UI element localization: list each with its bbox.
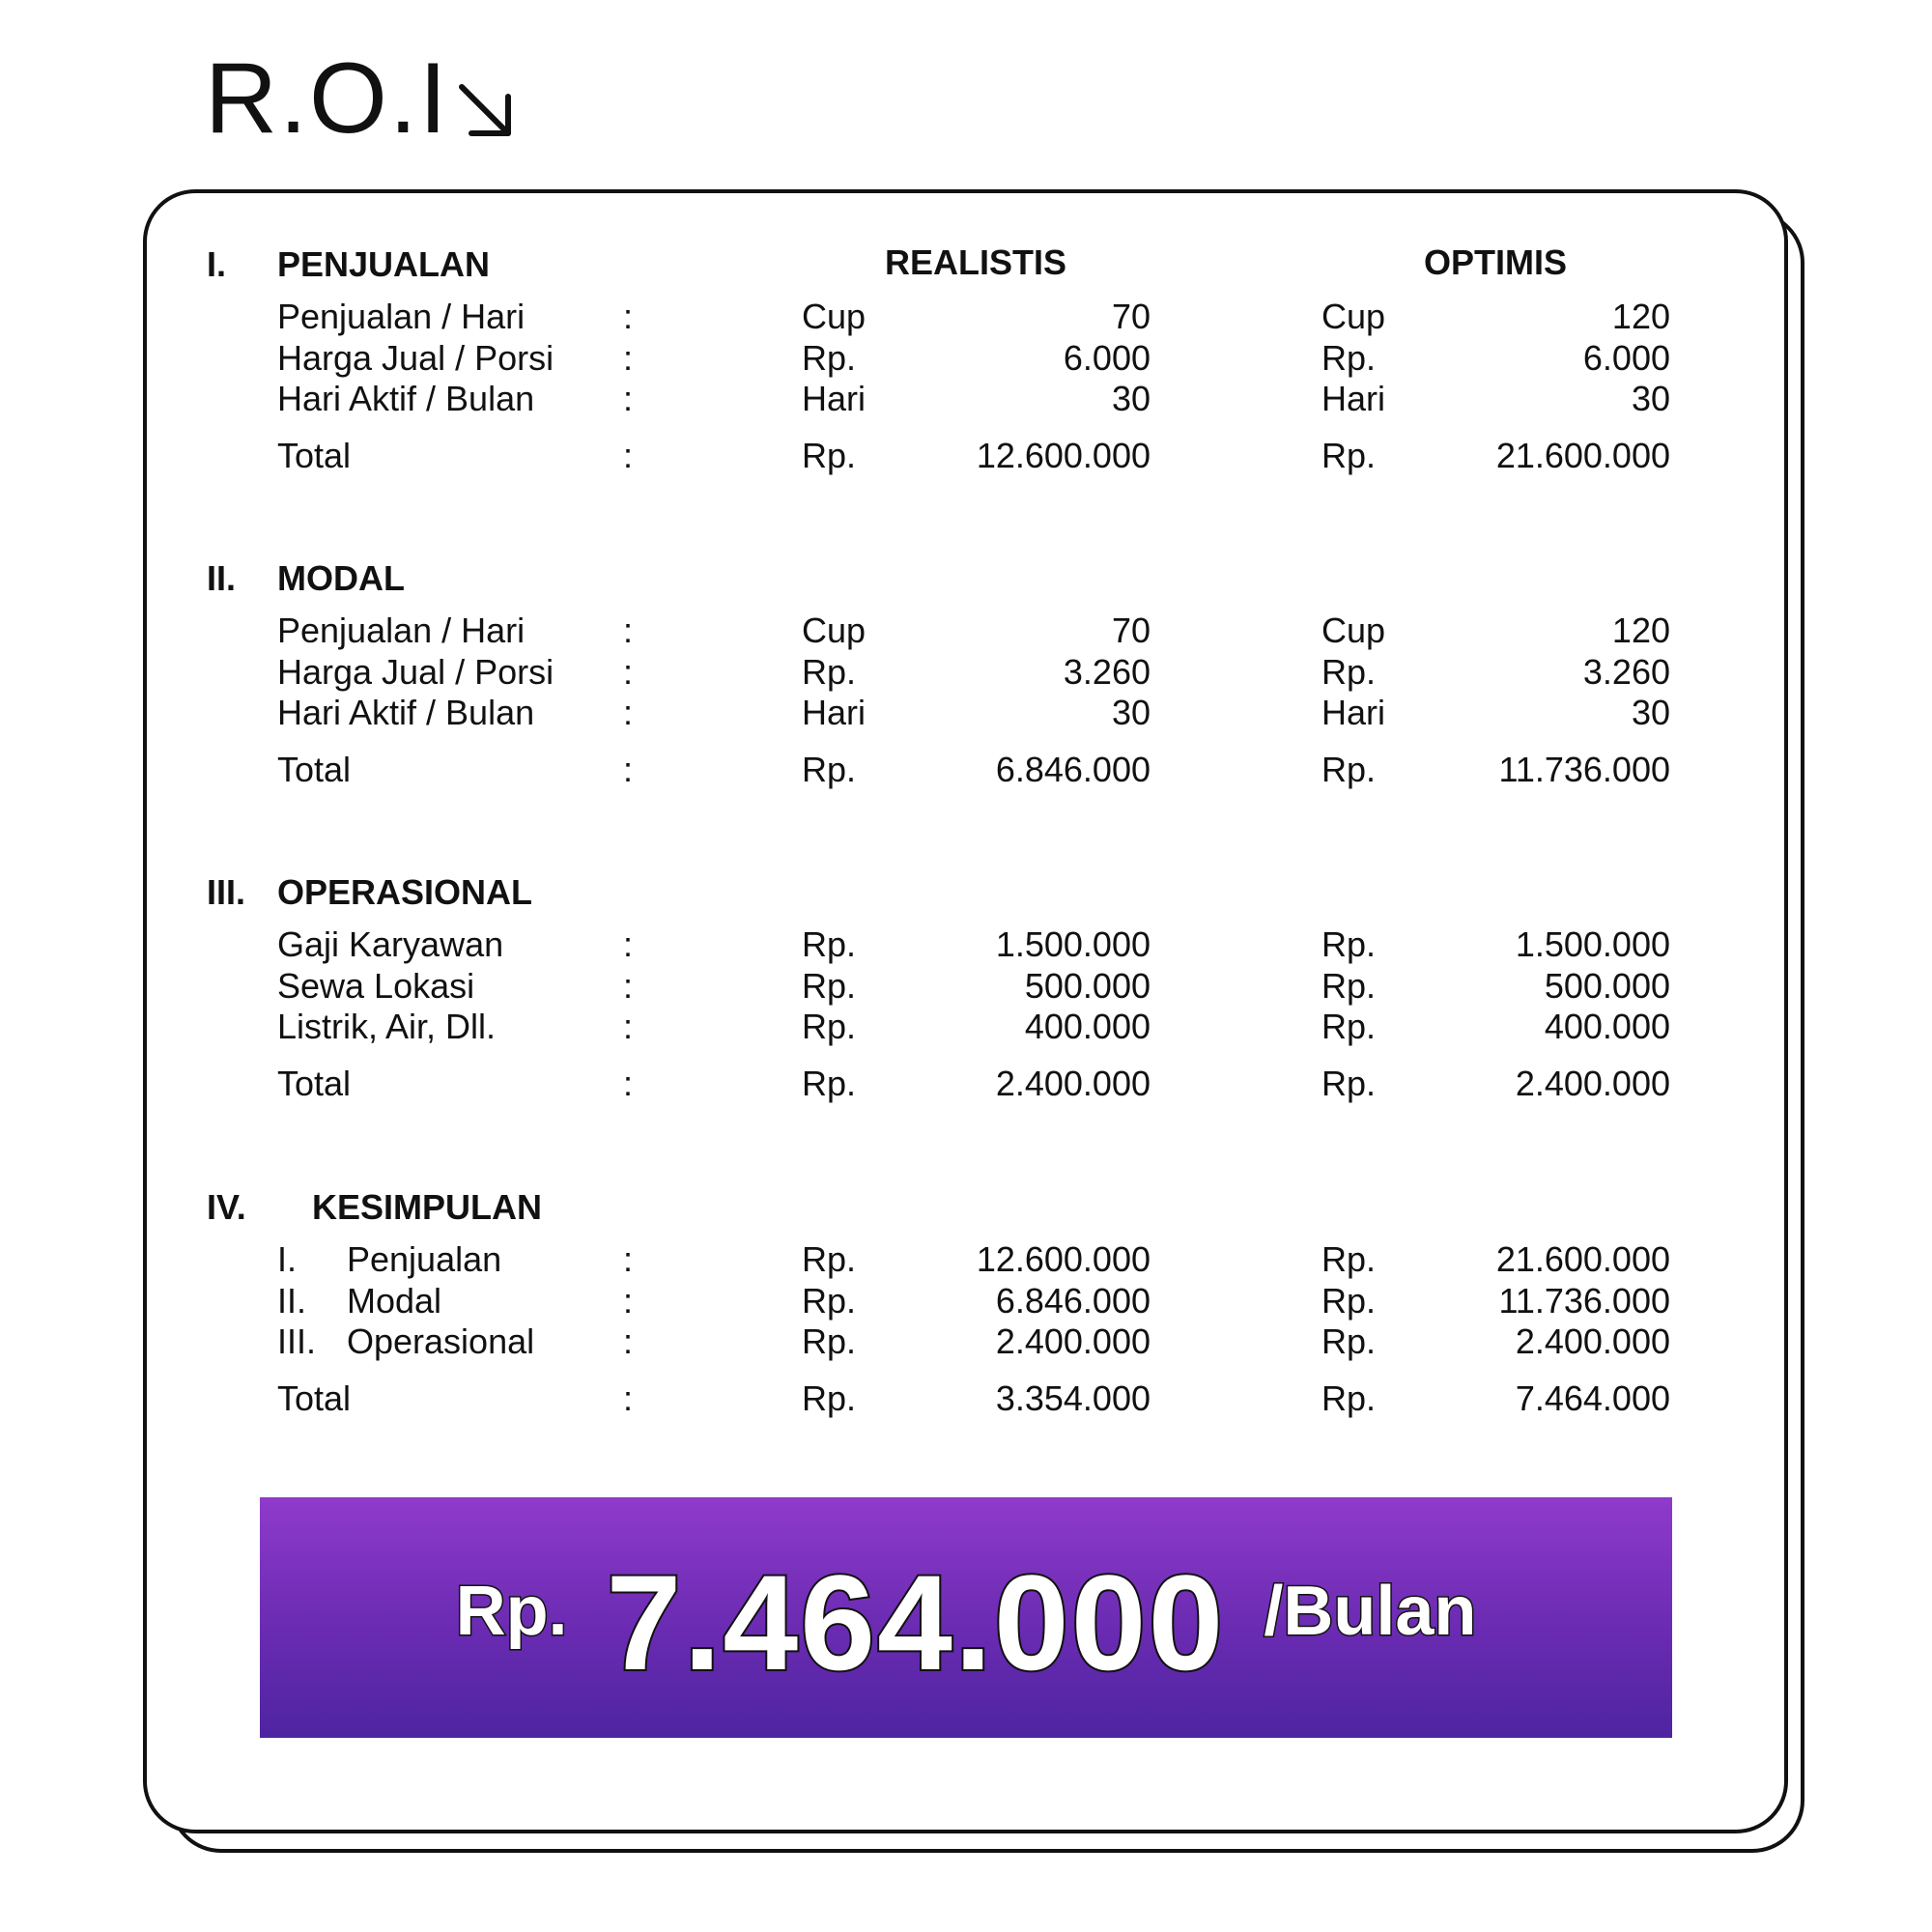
column-header-optimis: OPTIMIS <box>1423 242 1567 282</box>
optimis-unit: Rp. <box>1321 651 1377 692</box>
realistis-total-value: 2.400.000 <box>995 1063 1151 1103</box>
section-heading: KESIMPULAN <box>312 1187 543 1227</box>
row-label: Penjualan <box>347 1239 502 1279</box>
optimis-value: 400.000 <box>1544 1007 1670 1046</box>
realistis-value: 70 <box>1111 297 1151 336</box>
realistis-unit: Hari <box>802 379 867 418</box>
optimis-unit: Rp. <box>1321 1280 1377 1321</box>
row-separator: : <box>623 297 634 336</box>
optimis-value: 30 <box>1631 379 1670 418</box>
row-separator: : <box>623 435 634 475</box>
row-subnumeral: II. <box>277 1280 307 1321</box>
optimis-total-unit: Rp. <box>1321 1063 1377 1103</box>
realistis-unit: Rp. <box>802 924 857 964</box>
optimis-total-unit: Rp. <box>1321 749 1377 789</box>
realistis-total-unit: Rp. <box>802 1378 857 1418</box>
optimis-total-unit: Rp. <box>1321 435 1377 475</box>
realistis-value: 70 <box>1111 611 1151 650</box>
optimis-total-value: 11.736.000 <box>1498 749 1670 789</box>
section-heading: MODAL <box>277 558 405 598</box>
optimis-unit: Cup <box>1321 611 1386 650</box>
realistis-value: 30 <box>1111 379 1151 418</box>
realistis-value: 500.000 <box>1024 965 1151 1006</box>
realistis-total-value: 6.846.000 <box>995 749 1151 789</box>
realistis-unit: Rp. <box>802 1007 857 1046</box>
row-separator: : <box>623 1239 634 1279</box>
optimis-value: 2.400.000 <box>1515 1321 1670 1361</box>
optimis-value: 120 <box>1611 611 1670 650</box>
optimis-unit: Rp. <box>1321 337 1377 378</box>
section-numeral: I. <box>207 244 227 284</box>
total-label: Total <box>277 1378 352 1418</box>
row-subnumeral: III. <box>277 1321 317 1361</box>
realistis-unit: Cup <box>802 611 867 650</box>
optimis-unit: Hari <box>1321 693 1386 732</box>
optimis-value: 1.500.000 <box>1515 924 1670 964</box>
row-label: Operasional <box>347 1321 535 1361</box>
optimis-unit: Rp. <box>1321 924 1377 964</box>
optimis-unit: Rp. <box>1321 1007 1377 1046</box>
realistis-value: 3.260 <box>1063 651 1151 692</box>
banner-suffix: /Bulan <box>1264 1573 1477 1650</box>
arrow-down-right-icon <box>454 79 518 143</box>
total-label: Total <box>277 435 352 475</box>
row-separator: : <box>623 1280 634 1321</box>
row-separator: : <box>623 651 634 692</box>
realistis-unit: Rp. <box>802 651 857 692</box>
section-numeral: II. <box>207 558 237 598</box>
realistis-unit: Rp. <box>802 1280 857 1321</box>
realistis-value: 2.400.000 <box>995 1321 1151 1361</box>
row-separator: : <box>623 611 634 650</box>
realistis-total-value: 12.600.000 <box>976 435 1151 475</box>
optimis-value: 120 <box>1611 297 1670 336</box>
optimis-value: 6.000 <box>1582 337 1670 378</box>
row-label: Penjualan / Hari <box>277 611 526 650</box>
row-separator: : <box>623 965 634 1006</box>
realistis-total-unit: Rp. <box>802 1063 857 1103</box>
optimis-value: 500.000 <box>1544 965 1670 1006</box>
row-label: Hari Aktif / Bulan <box>277 379 535 418</box>
section-heading: OPERASIONAL <box>277 872 533 912</box>
realistis-value: 6.000 <box>1063 337 1151 378</box>
optimis-unit: Cup <box>1321 297 1386 336</box>
row-separator: : <box>623 749 634 789</box>
optimis-unit: Hari <box>1321 379 1386 418</box>
total-label: Total <box>277 1063 352 1103</box>
optimis-total-value: 7.464.000 <box>1515 1378 1670 1418</box>
optimis-total-value: 21.600.000 <box>1495 435 1670 475</box>
optimis-value: 11.736.000 <box>1498 1280 1670 1321</box>
optimis-value: 21.600.000 <box>1495 1239 1670 1279</box>
realistis-total-unit: Rp. <box>802 749 857 789</box>
realistis-total-unit: Rp. <box>802 435 857 475</box>
section-heading: PENJUALAN <box>277 244 491 284</box>
realistis-value: 12.600.000 <box>976 1239 1151 1279</box>
row-label: Penjualan / Hari <box>277 297 526 336</box>
realistis-unit: Rp. <box>802 1321 857 1361</box>
page-title: R.O.I <box>205 43 449 155</box>
section-numeral: III. <box>207 872 246 912</box>
realistis-value: 6.846.000 <box>995 1280 1151 1321</box>
realistis-unit: Rp. <box>802 337 857 378</box>
row-label: Listrik, Air, Dll. <box>277 1007 497 1046</box>
row-separator: : <box>623 924 634 964</box>
row-separator: : <box>623 1007 634 1046</box>
realistis-value: 1.500.000 <box>995 924 1151 964</box>
banner-prefix: Rp. <box>455 1573 568 1650</box>
row-label: Harga Jual / Porsi <box>277 337 554 378</box>
realistis-value: 30 <box>1111 693 1151 732</box>
realistis-value: 400.000 <box>1024 1007 1151 1046</box>
optimis-unit: Rp. <box>1321 965 1377 1006</box>
row-label: Harga Jual / Porsi <box>277 651 554 692</box>
realistis-unit: Rp. <box>802 965 857 1006</box>
optimis-value: 3.260 <box>1582 651 1670 692</box>
row-separator: : <box>623 693 634 732</box>
result-banner <box>260 1497 1672 1738</box>
row-label: Modal <box>347 1280 442 1321</box>
row-label: Gaji Karyawan <box>277 924 504 964</box>
row-separator: : <box>623 1321 634 1361</box>
optimis-value: 30 <box>1631 693 1670 732</box>
row-separator: : <box>623 379 634 418</box>
realistis-unit: Hari <box>802 693 867 732</box>
row-separator: : <box>623 1378 634 1418</box>
optimis-unit: Rp. <box>1321 1239 1377 1279</box>
optimis-total-value: 2.400.000 <box>1515 1063 1670 1103</box>
optimis-total-unit: Rp. <box>1321 1378 1377 1418</box>
row-separator: : <box>623 1063 634 1103</box>
column-header-realistis: REALISTIS <box>884 242 1066 282</box>
optimis-unit: Rp. <box>1321 1321 1377 1361</box>
total-label: Total <box>277 749 352 789</box>
row-subnumeral: I. <box>277 1239 298 1279</box>
realistis-unit: Rp. <box>802 1239 857 1279</box>
row-separator: : <box>623 337 634 378</box>
row-label: Sewa Lokasi <box>277 965 475 1006</box>
section-numeral: IV. <box>207 1187 246 1227</box>
banner-amount: 7.464.000 <box>606 1547 1226 1698</box>
realistis-unit: Cup <box>802 297 867 336</box>
realistis-total-value: 3.354.000 <box>995 1378 1151 1418</box>
row-label: Hari Aktif / Bulan <box>277 693 535 732</box>
